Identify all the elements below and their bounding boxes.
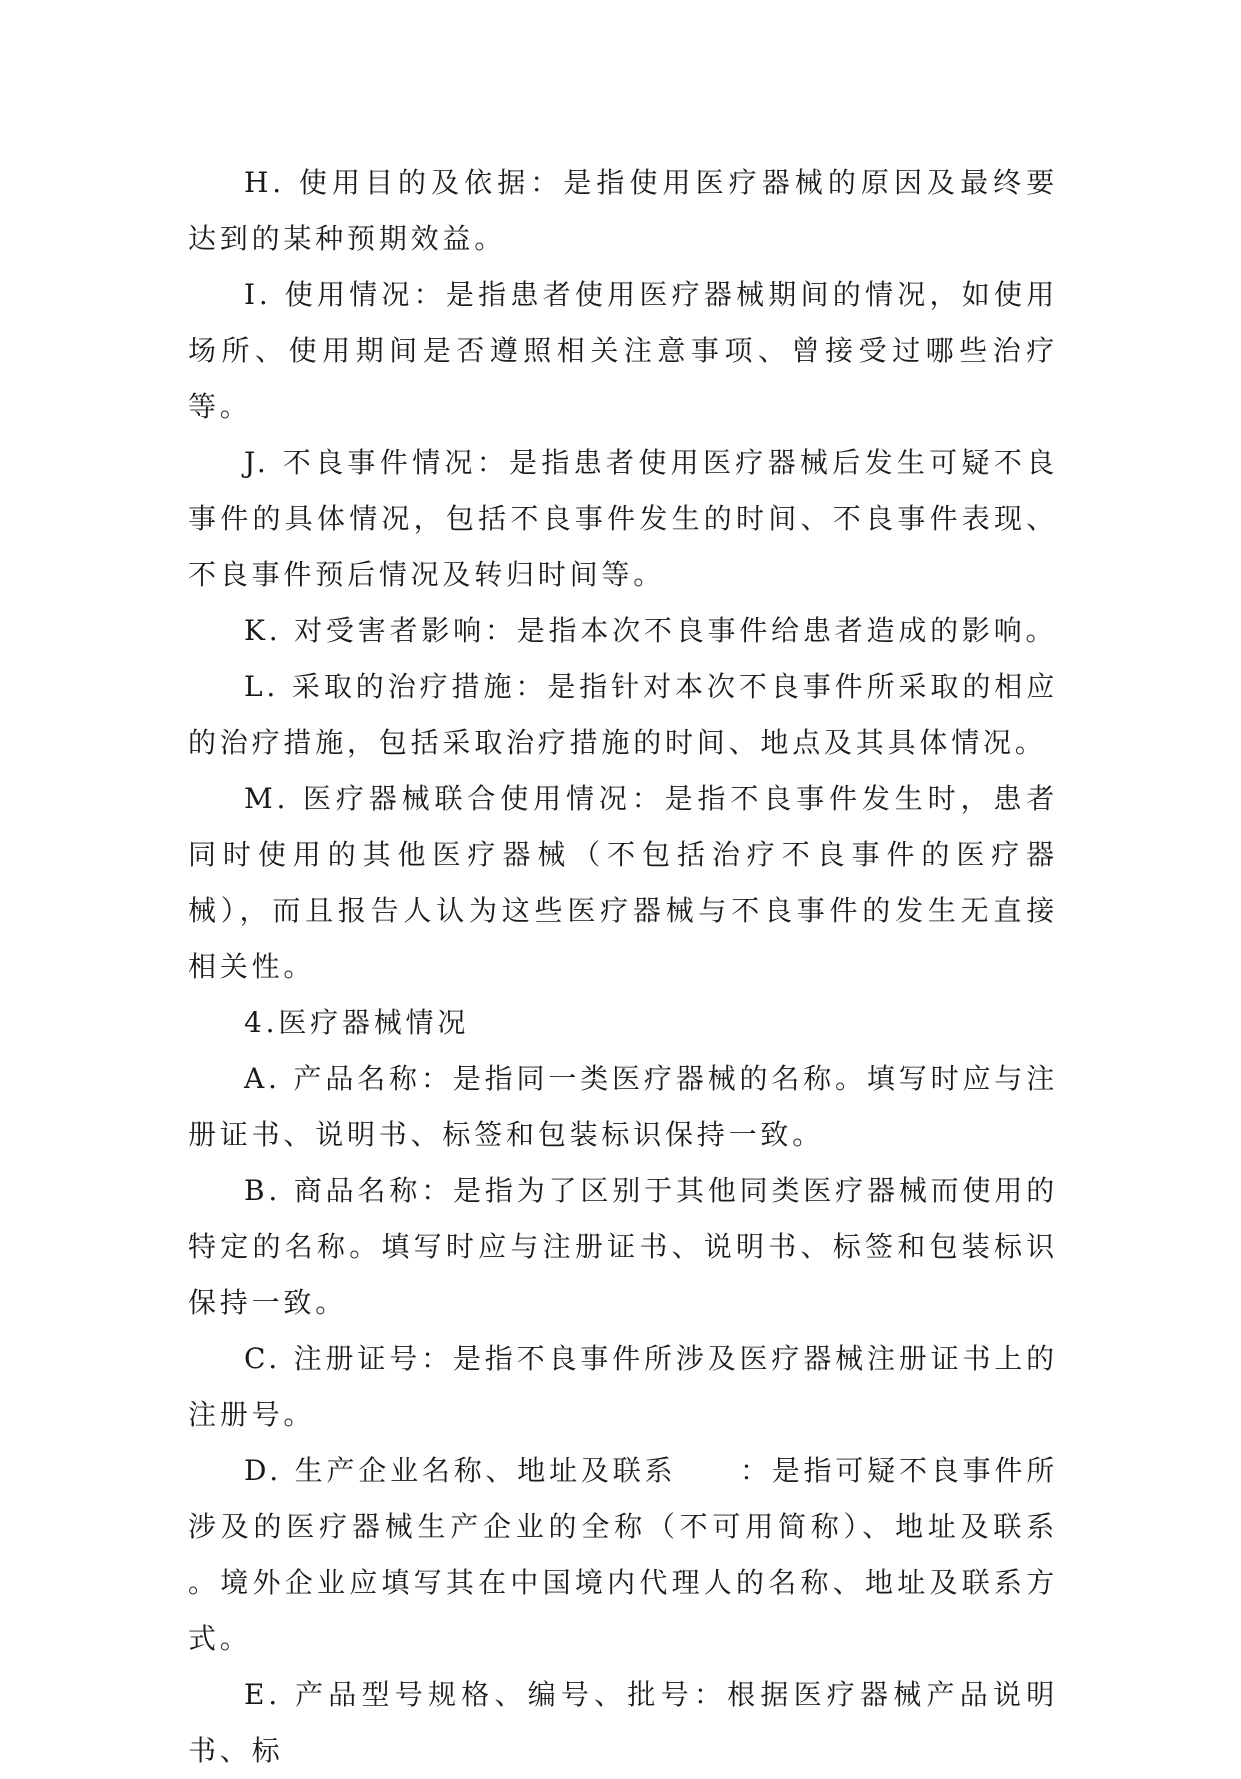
paragraph-i-usage: I. 使用情况：是指患者使用医疗器械期间的情况，如使用场所、使用期间是否遵照相关注意事项、曾接受过哪些治疗等。 xyxy=(188,278,1058,423)
paragraph-k-impact: K. 对受害者影响：是指本次不良事件给患者造成的影响。 xyxy=(244,614,1058,647)
paragraph-l-treatment: L. 采取的治疗措施：是指针对本次不良事件所采取的相应的治疗措施，包括采取治疗措施的时间、地点及其具体情况。 xyxy=(188,670,1058,759)
paragraph-d-manufacturer: D. 生产企业名称、地址及联系 ：是指可疑不良事件所涉及的医疗器械生产企业的全称（不可用简称）、地址及联系 。境外企业应填写其在中国境内代理人的名称、地址及联系方式。 xyxy=(188,1454,1122,1655)
document-body xyxy=(188,155,1122,1779)
paragraph-b-trade-name: B. 商品名称：是指为了区别于其他同类医疗器械而使用的特定的名称。填写时应与注册证书、说明书、标签和包装标识保持一致。 xyxy=(188,1174,1058,1319)
paragraph-c-registration-no: C. 注册证号：是指不良事件所涉及医疗器械注册证书上的注册号。 xyxy=(188,1342,1058,1431)
paragraph-j-adverse-event: J. 不良事件情况：是指患者使用医疗器械后发生可疑不良事件的具体情况，包括不良事件发生的时间、不良事件表现、不良事件预后情况及转归时间等。 xyxy=(188,446,1058,591)
paragraph-h-purpose: H. 使用目的及依据：是指使用医疗器械的原因及最终要达到的某种预期效益。 xyxy=(188,166,1058,255)
paragraph-e-model-spec: E. 产品型号规格、编号、批号：根据医疗器械产品说明书、标 xyxy=(188,1678,1058,1767)
paragraph-m-combined-use: M. 医疗器械联合使用情况：是指不良事件发生时，患者同时使用的其他医疗器械（不包括治疗不良事件的医疗器械），而且报告人认为这些医疗器械与不良事件的发生无直接相关性。 xyxy=(188,782,1058,983)
section-heading-device-info: 4.医疗器械情况 xyxy=(244,1006,470,1039)
paragraph-a-product-name: A. 产品名称：是指同一类医疗器械的名称。填写时应与注册证书、说明书、标签和包装标识保持一致。 xyxy=(188,1062,1058,1151)
